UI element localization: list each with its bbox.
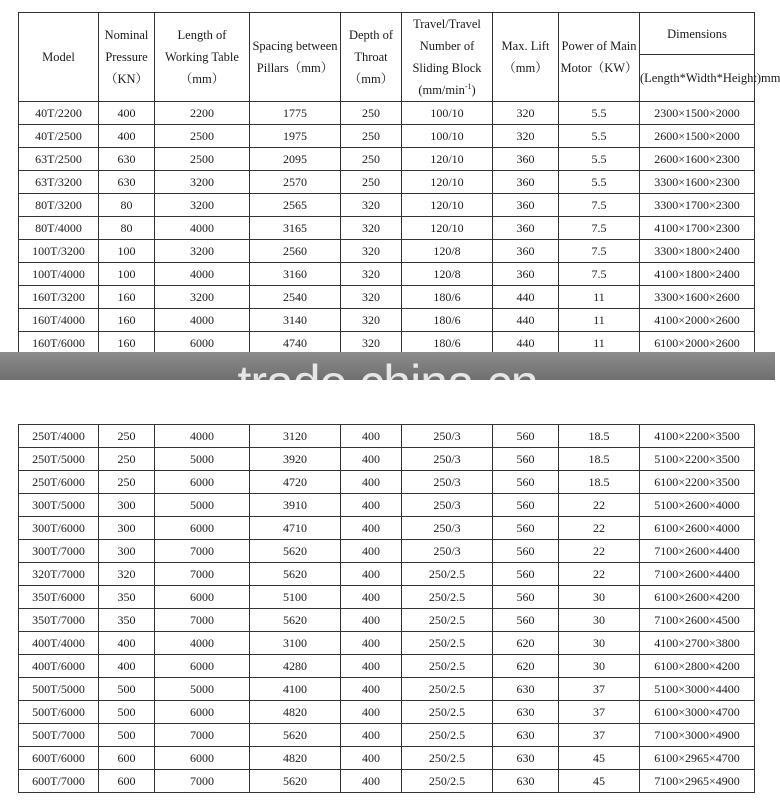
cell-model: 400T/4000: [19, 632, 99, 655]
cell-table-length: 5000: [155, 448, 250, 471]
cell-max-lift: 630: [493, 724, 559, 747]
cell-pressure: 160: [99, 332, 155, 355]
cell-model: 63T/2500: [19, 148, 99, 171]
cell-max-lift: 620: [493, 632, 559, 655]
cell-dimensions: 7100×3000×4900: [640, 724, 755, 747]
cell-table-length: 7000: [155, 609, 250, 632]
cell-dimensions: 6100×2000×2600: [640, 332, 755, 355]
cell-travel: 250/3: [402, 494, 493, 517]
cell-pillar-spacing: 5620: [250, 540, 341, 563]
cell-table-length: 2500: [155, 148, 250, 171]
cell-max-lift: 320: [493, 125, 559, 148]
cell-dimensions: 2600×1500×2000: [640, 125, 755, 148]
cell-travel: 250/2.5: [402, 609, 493, 632]
cell-throat-depth: 250: [341, 102, 402, 125]
cell-throat-depth: 400: [341, 425, 402, 448]
cell-travel: 120/8: [402, 263, 493, 286]
cell-max-lift: 630: [493, 701, 559, 724]
table-row: [19, 724, 755, 747]
table-body-bottom: [19, 425, 755, 793]
cell-table-length: 3200: [155, 194, 250, 217]
cell-max-lift: 360: [493, 240, 559, 263]
cell-model: 320T/7000: [19, 563, 99, 586]
cell-pressure: 250: [99, 471, 155, 494]
cell-model: 80T/4000: [19, 217, 99, 240]
cell-table-length: 2500: [155, 125, 250, 148]
cell-throat-depth: 400: [341, 563, 402, 586]
cell-model: 250T/4000: [19, 425, 99, 448]
cell-dimensions: 4100×1700×2300: [640, 217, 755, 240]
cell-pillar-spacing: 1775: [250, 102, 341, 125]
cell-pressure: 630: [99, 148, 155, 171]
cell-pillar-spacing: 3160: [250, 263, 341, 286]
cell-motor-power: 22: [559, 517, 640, 540]
table-row: [19, 586, 755, 609]
cell-pressure: 300: [99, 494, 155, 517]
cell-pressure: 300: [99, 517, 155, 540]
cell-travel: 120/10: [402, 194, 493, 217]
cell-travel: 100/10: [402, 102, 493, 125]
cell-throat-depth: 320: [341, 286, 402, 309]
cell-max-lift: 630: [493, 747, 559, 770]
cell-throat-depth: 320: [341, 309, 402, 332]
cell-model: 600T/6000: [19, 747, 99, 770]
cell-table-length: 4000: [155, 425, 250, 448]
cell-throat-depth: 320: [341, 217, 402, 240]
cell-motor-power: 11: [559, 332, 640, 355]
watermark-text: trade.china.cn: [237, 355, 538, 411]
cell-table-length: 7000: [155, 724, 250, 747]
cell-pillar-spacing: 5620: [250, 770, 341, 793]
cell-dimensions: 6100×2965×4700: [640, 747, 755, 770]
cell-motor-power: 5.5: [559, 102, 640, 125]
cell-max-lift: 560: [493, 471, 559, 494]
cell-motor-power: 18.5: [559, 471, 640, 494]
cell-throat-depth: 400: [341, 747, 402, 770]
cell-dimensions: 5100×3000×4400: [640, 678, 755, 701]
cell-throat-depth: 400: [341, 448, 402, 471]
table-row: [19, 194, 755, 217]
cell-dimensions: 7100×2600×4400: [640, 563, 755, 586]
cell-travel: 250/3: [402, 540, 493, 563]
cell-travel: 250/3: [402, 448, 493, 471]
cell-travel: 250/2.5: [402, 632, 493, 655]
cell-pillar-spacing: 5620: [250, 724, 341, 747]
cell-travel: 250/3: [402, 471, 493, 494]
cell-pillar-spacing: 3165: [250, 217, 341, 240]
cell-pressure: 500: [99, 678, 155, 701]
cell-table-length: 4000: [155, 632, 250, 655]
cell-max-lift: 360: [493, 217, 559, 240]
table-row: [19, 517, 755, 540]
table-row: [19, 494, 755, 517]
cell-model: 63T/3200: [19, 171, 99, 194]
cell-model: 40T/2500: [19, 125, 99, 148]
cell-dimensions: 6100×2800×4200: [640, 655, 755, 678]
table-row: [19, 770, 755, 793]
cell-pressure: 400: [99, 655, 155, 678]
cell-pressure: 160: [99, 309, 155, 332]
col-model: Model: [19, 13, 99, 102]
cell-throat-depth: 250: [341, 148, 402, 171]
cell-pressure: 160: [99, 286, 155, 309]
cell-pillar-spacing: 4280: [250, 655, 341, 678]
table-row: [19, 240, 755, 263]
cell-table-length: 6000: [155, 655, 250, 678]
cell-model: 100T/3200: [19, 240, 99, 263]
cell-model: 250T/5000: [19, 448, 99, 471]
cell-motor-power: 30: [559, 586, 640, 609]
cell-dimensions: 7100×2600×4400: [640, 540, 755, 563]
cell-motor-power: 11: [559, 309, 640, 332]
cell-throat-depth: 400: [341, 678, 402, 701]
cell-model: 160T/3200: [19, 286, 99, 309]
cell-table-length: 6000: [155, 701, 250, 724]
cell-travel: 120/10: [402, 217, 493, 240]
col-dimensions-unit: (Length*Width*Height)mm: [640, 55, 755, 102]
cell-motor-power: 45: [559, 770, 640, 793]
table-row: [19, 125, 755, 148]
cell-travel: 120/10: [402, 171, 493, 194]
cell-pressure: 600: [99, 747, 155, 770]
cell-dimensions: 3300×1800×2400: [640, 240, 755, 263]
cell-pressure: 500: [99, 701, 155, 724]
cell-throat-depth: 250: [341, 171, 402, 194]
cell-pressure: 320: [99, 563, 155, 586]
table-row: [19, 448, 755, 471]
cell-dimensions: 4100×2200×3500: [640, 425, 755, 448]
cell-model: 80T/3200: [19, 194, 99, 217]
cell-table-length: 3200: [155, 171, 250, 194]
travel-unit: (mm/min: [418, 83, 465, 97]
cell-motor-power: 45: [559, 747, 640, 770]
cell-travel: 250/3: [402, 425, 493, 448]
cell-motor-power: 5.5: [559, 148, 640, 171]
cell-table-length: 6000: [155, 586, 250, 609]
cell-model: 160T/4000: [19, 309, 99, 332]
table-row: [19, 309, 755, 332]
cell-table-length: 5000: [155, 494, 250, 517]
table-row: [19, 747, 755, 770]
cell-model: 40T/2200: [19, 102, 99, 125]
cell-pillar-spacing: 4820: [250, 701, 341, 724]
travel-label: Travel/Travel Number of Sliding Block: [412, 17, 482, 75]
cell-pressure: 630: [99, 171, 155, 194]
cell-travel: 250/2.5: [402, 747, 493, 770]
cell-max-lift: 560: [493, 540, 559, 563]
cell-dimensions: 4100×1800×2400: [640, 263, 755, 286]
cell-pillar-spacing: 3100: [250, 632, 341, 655]
cell-pressure: 100: [99, 240, 155, 263]
cell-travel: 180/6: [402, 309, 493, 332]
table-row: [19, 701, 755, 724]
table-row: [19, 632, 755, 655]
cell-throat-depth: 320: [341, 263, 402, 286]
cell-throat-depth: 320: [341, 332, 402, 355]
cell-dimensions: 2600×1600×2300: [640, 148, 755, 171]
cell-dimensions: 4100×2700×3800: [640, 632, 755, 655]
col-nominal-pressure: Nominal Pressure（KN）: [99, 13, 155, 102]
cell-pillar-spacing: 4820: [250, 747, 341, 770]
cell-throat-depth: 400: [341, 494, 402, 517]
cell-max-lift: 440: [493, 332, 559, 355]
cell-dimensions: 4100×2000×2600: [640, 309, 755, 332]
cell-table-length: 3200: [155, 240, 250, 263]
cell-pressure: 500: [99, 724, 155, 747]
cell-travel: 250/2.5: [402, 701, 493, 724]
cell-pressure: 80: [99, 217, 155, 240]
cell-motor-power: 7.5: [559, 240, 640, 263]
cell-pressure: 350: [99, 609, 155, 632]
cell-motor-power: 5.5: [559, 125, 640, 148]
cell-max-lift: 560: [493, 448, 559, 471]
cell-throat-depth: 320: [341, 240, 402, 263]
cell-throat-depth: 400: [341, 586, 402, 609]
cell-motor-power: 37: [559, 701, 640, 724]
cell-pressure: 100: [99, 263, 155, 286]
cell-model: 300T/5000: [19, 494, 99, 517]
cell-max-lift: 630: [493, 770, 559, 793]
cell-pillar-spacing: 4100: [250, 678, 341, 701]
travel-unit-sup: -1: [464, 81, 472, 91]
col-motor-power: Power of Main Motor（KW）: [559, 13, 640, 102]
cell-model: 500T/7000: [19, 724, 99, 747]
col-max-lift: Max. Lift（mm）: [493, 13, 559, 102]
cell-pressure: 250: [99, 425, 155, 448]
table-row: [19, 171, 755, 194]
cell-travel: 120/10: [402, 148, 493, 171]
cell-pressure: 400: [99, 125, 155, 148]
col-working-table-length: Length of Working Table（mm）: [155, 13, 250, 102]
cell-travel: 250/2.5: [402, 724, 493, 747]
cell-dimensions: 7100×2965×4900: [640, 770, 755, 793]
cell-model: 350T/7000: [19, 609, 99, 632]
cell-table-length: 2200: [155, 102, 250, 125]
cell-max-lift: 440: [493, 286, 559, 309]
cell-throat-depth: 250: [341, 125, 402, 148]
cell-table-length: 4000: [155, 263, 250, 286]
cell-pillar-spacing: 5100: [250, 586, 341, 609]
cell-table-length: 6000: [155, 747, 250, 770]
cell-pressure: 400: [99, 632, 155, 655]
cell-motor-power: 18.5: [559, 448, 640, 471]
cell-throat-depth: 400: [341, 609, 402, 632]
cell-model: 500T/5000: [19, 678, 99, 701]
cell-max-lift: 560: [493, 586, 559, 609]
cell-dimensions: 6100×2200×3500: [640, 471, 755, 494]
cell-pillar-spacing: 5620: [250, 609, 341, 632]
table-row: [19, 148, 755, 171]
cell-max-lift: 560: [493, 563, 559, 586]
cell-motor-power: 22: [559, 540, 640, 563]
cell-model: 500T/6000: [19, 701, 99, 724]
cell-max-lift: 360: [493, 171, 559, 194]
cell-table-length: 7000: [155, 770, 250, 793]
cell-pillar-spacing: 3920: [250, 448, 341, 471]
cell-motor-power: 30: [559, 655, 640, 678]
travel-unit-close: ): [471, 83, 476, 97]
cell-throat-depth: 400: [341, 655, 402, 678]
col-pillar-spacing: Spacing between Pillars（mm）: [250, 13, 341, 102]
cell-travel: 120/8: [402, 240, 493, 263]
cell-model: 600T/7000: [19, 770, 99, 793]
cell-pillar-spacing: 3140: [250, 309, 341, 332]
cell-table-length: 5000: [155, 678, 250, 701]
cell-table-length: 4000: [155, 309, 250, 332]
cell-model: 400T/6000: [19, 655, 99, 678]
cell-pillar-spacing: 3910: [250, 494, 341, 517]
cell-throat-depth: 400: [341, 770, 402, 793]
cell-max-lift: 440: [493, 309, 559, 332]
table-row: [19, 263, 755, 286]
cell-travel: 250/2.5: [402, 586, 493, 609]
table-row: [19, 655, 755, 678]
cell-model: 250T/6000: [19, 471, 99, 494]
cell-travel: 250/2.5: [402, 770, 493, 793]
cell-travel: 180/6: [402, 286, 493, 309]
cell-motor-power: 18.5: [559, 425, 640, 448]
cell-max-lift: 360: [493, 263, 559, 286]
col-throat-depth: Depth of Throat（mm）: [341, 13, 402, 102]
cell-pressure: 80: [99, 194, 155, 217]
cell-pillar-spacing: 2565: [250, 194, 341, 217]
cell-motor-power: 37: [559, 678, 640, 701]
cell-table-length: 4000: [155, 217, 250, 240]
cell-dimensions: 3300×1700×2300: [640, 194, 755, 217]
cell-motor-power: 7.5: [559, 194, 640, 217]
table-row: [19, 540, 755, 563]
cell-pillar-spacing: 2095: [250, 148, 341, 171]
cell-model: 300T/6000: [19, 517, 99, 540]
cell-throat-depth: 400: [341, 724, 402, 747]
cell-dimensions: 2300×1500×2000: [640, 102, 755, 125]
cell-pillar-spacing: 4710: [250, 517, 341, 540]
cell-throat-depth: 400: [341, 701, 402, 724]
cell-pillar-spacing: 4720: [250, 471, 341, 494]
table-row: [19, 471, 755, 494]
cell-max-lift: 620: [493, 655, 559, 678]
col-travel: [402, 13, 493, 102]
table-row: [19, 678, 755, 701]
cell-motor-power: 30: [559, 632, 640, 655]
table-row: [19, 217, 755, 240]
cell-travel: 100/10: [402, 125, 493, 148]
cell-pillar-spacing: 2570: [250, 171, 341, 194]
cell-pressure: 350: [99, 586, 155, 609]
cell-pillar-spacing: 5620: [250, 563, 341, 586]
cell-dimensions: 5100×2600×4000: [640, 494, 755, 517]
cell-max-lift: 320: [493, 102, 559, 125]
col-dimensions: Dimensions: [640, 13, 755, 55]
cell-throat-depth: 400: [341, 517, 402, 540]
table-body-top: [19, 102, 755, 355]
cell-max-lift: 360: [493, 148, 559, 171]
cell-pillar-spacing: 4740: [250, 332, 341, 355]
cell-model: 160T/6000: [19, 332, 99, 355]
cell-pillar-spacing: 2560: [250, 240, 341, 263]
cell-travel: 250/3: [402, 517, 493, 540]
cell-throat-depth: 320: [341, 194, 402, 217]
cell-throat-depth: 400: [341, 632, 402, 655]
cell-motor-power: 11: [559, 286, 640, 309]
cell-travel: 180/6: [402, 332, 493, 355]
cell-max-lift: 560: [493, 609, 559, 632]
cell-dimensions: 6100×2600×4000: [640, 517, 755, 540]
cell-model: 300T/7000: [19, 540, 99, 563]
cell-pillar-spacing: 2540: [250, 286, 341, 309]
cell-dimensions: 7100×2600×4500: [640, 609, 755, 632]
cell-pillar-spacing: 1975: [250, 125, 341, 148]
cell-travel: 250/2.5: [402, 563, 493, 586]
cell-table-length: 6000: [155, 517, 250, 540]
table-row: [19, 609, 755, 632]
table-row: [19, 102, 755, 125]
cell-table-length: 6000: [155, 471, 250, 494]
cell-dimensions: 5100×2200×3500: [640, 448, 755, 471]
cell-table-length: 7000: [155, 563, 250, 586]
cell-motor-power: 22: [559, 494, 640, 517]
cell-table-length: 7000: [155, 540, 250, 563]
cell-max-lift: 560: [493, 517, 559, 540]
cell-pressure: 250: [99, 448, 155, 471]
cell-max-lift: 360: [493, 194, 559, 217]
cell-motor-power: 5.5: [559, 171, 640, 194]
cell-motor-power: 7.5: [559, 217, 640, 240]
cell-table-length: 6000: [155, 332, 250, 355]
table-row: [19, 425, 755, 448]
cell-pressure: 300: [99, 540, 155, 563]
cell-dimensions: 6100×3000×4700: [640, 701, 755, 724]
cell-table-length: 3200: [155, 286, 250, 309]
cell-motor-power: 22: [559, 563, 640, 586]
cell-motor-power: 7.5: [559, 263, 640, 286]
table-row: [19, 286, 755, 309]
cell-motor-power: 30: [559, 609, 640, 632]
cell-travel: 250/2.5: [402, 678, 493, 701]
cell-throat-depth: 400: [341, 471, 402, 494]
cell-model: 100T/4000: [19, 263, 99, 286]
cell-travel: 250/2.5: [402, 655, 493, 678]
cell-max-lift: 630: [493, 678, 559, 701]
cell-motor-power: 37: [559, 724, 640, 747]
cell-dimensions: 6100×2600×4200: [640, 586, 755, 609]
table-row: [19, 563, 755, 586]
cell-pillar-spacing: 3120: [250, 425, 341, 448]
cell-dimensions: 3300×1600×2600: [640, 286, 755, 309]
cell-dimensions: 3300×1600×2300: [640, 171, 755, 194]
cell-pressure: 600: [99, 770, 155, 793]
cell-model: 350T/6000: [19, 586, 99, 609]
cell-max-lift: 560: [493, 494, 559, 517]
cell-max-lift: 560: [493, 425, 559, 448]
cell-pressure: 400: [99, 102, 155, 125]
cell-throat-depth: 400: [341, 540, 402, 563]
